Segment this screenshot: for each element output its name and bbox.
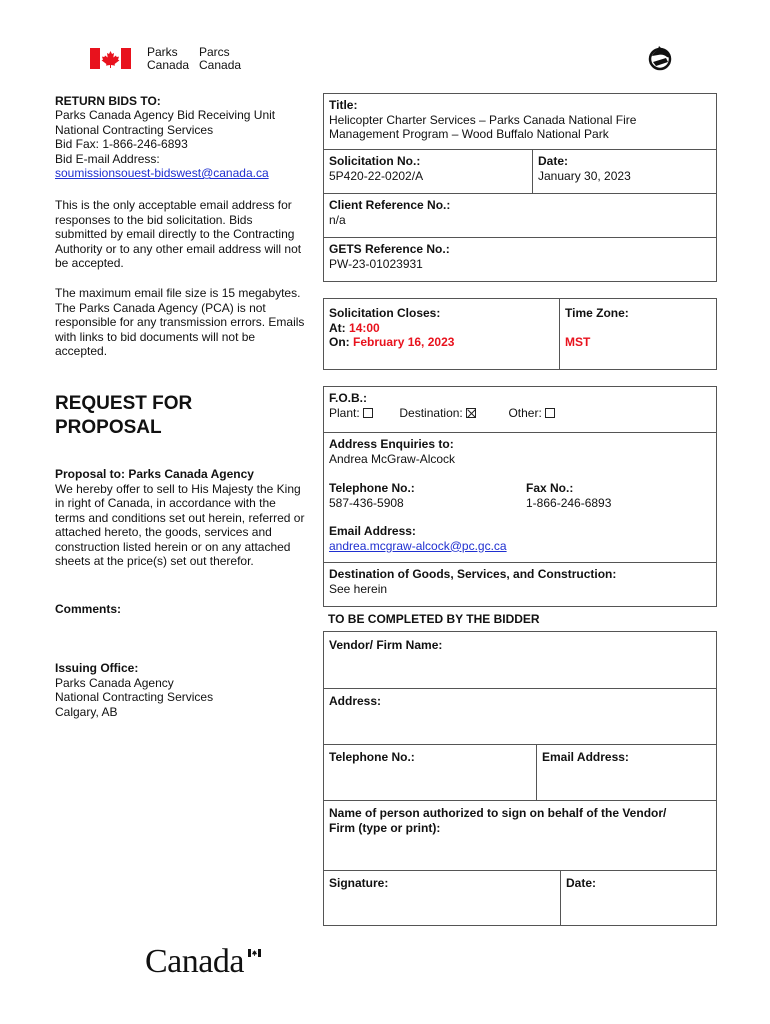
email-notice: This is the only acceptable email address for responses to the bid solicitation. Bids submitted by email directly to the Contracting Authority or to any other email address will not be accepted. [55, 198, 302, 270]
email-field: Email Address: andrea.mcgraw-alcock@pc.gc.ca [329, 524, 507, 553]
closing-datetime-field: Solicitation Closes: At: 14:00 On: February 16, 2023 [329, 306, 455, 349]
gets-reference-field: GETS Reference No.: PW-23-01023931 [329, 242, 450, 271]
time-zone-field: Time Zone: MST [565, 306, 629, 349]
solicitation-closes-box [323, 298, 717, 370]
contact-info-box [323, 386, 717, 607]
bidder-email-field[interactable]: Email Address: [542, 750, 629, 764]
destination-checkbox[interactable] [466, 408, 476, 418]
other-checkbox[interactable] [545, 408, 555, 418]
file-size-notice: The maximum email file size is 15 megabytes. The Parks Canada Agency (PCA) is not responsible for any transmission errors. Emails with links to bid documents will not be accepted. [55, 286, 305, 358]
bidder-section-heading: TO BE COMPLETED BY THE BIDDER [328, 612, 540, 626]
address-enquiries-field: Address Enquiries to: Andrea McGraw-Alcock [329, 437, 456, 466]
comments-label: Comments: [55, 602, 122, 616]
destination-of-goods-field: Destination of Goods, Services, and Construction: See herein [329, 567, 617, 596]
brand-french: Parcs Canada [199, 45, 242, 72]
title-field: Title: Helicopter Charter Services – Parks Canada National Fire Management Program – Wood Buffalo National Park [329, 98, 637, 141]
telephone-field: Telephone No.: 587-436-5908 [329, 481, 415, 510]
bidder-telephone-field[interactable]: Telephone No.: [329, 750, 415, 764]
fax-field: Fax No.: 1-866-246-6893 [526, 481, 612, 510]
client-reference-field: Client Reference No.: n/a [329, 198, 451, 227]
document-title: REQUEST FOR PROPOSAL [55, 393, 193, 438]
bidder-form-box [323, 631, 717, 926]
closing-date: February 16, 2023 [353, 335, 455, 349]
signature-date-field[interactable]: Date: [566, 876, 597, 890]
proposal-block: Proposal to: Parks Canada Agency We hereby offer to sell to His Majesty the King in right of Canada, in accordance with the terms and conditions set out herein, referred or attached hereto, the goods, services and construction listed herein or on any attached sheets at the price(s) set out therefor. [55, 467, 305, 568]
plant-checkbox[interactable] [363, 408, 373, 418]
fob-field: F.O.B.: Plant: Destination: Other: [324, 387, 716, 424]
beaver-emblem-icon [646, 44, 674, 72]
issuing-office-block: Issuing Office: Parks Canada Agency National Contracting Services Calgary, AB [55, 661, 214, 719]
signature-field[interactable]: Signature: [329, 876, 389, 890]
closing-time: 14:00 [349, 320, 380, 335]
canada-flag-logo [90, 48, 131, 69]
address-field[interactable]: Address: [329, 694, 382, 708]
return-bids-heading: RETURN BIDS TO: [55, 94, 161, 108]
date-field: Date: January 30, 2023 [538, 154, 631, 183]
canada-wordmark: Canada [145, 943, 244, 980]
authorized-person-field[interactable]: Name of person authorized to sign on behalf of the Vendor/ Firm (type or print): [329, 806, 667, 835]
brand-english: Parks Canada [147, 45, 190, 72]
solicitation-number-field: Solicitation No.: 5P420-22-0202/A [329, 154, 424, 183]
vendor-name-field[interactable]: Vendor/ Firm Name: [329, 638, 443, 652]
return-bids-block: Parks Canada Agency Bid Receiving Unit National Contracting Services Bid Fax: 1-866-246-6893 Bid E-mail Address: soumissionsouest-bidswest@canada.ca [55, 108, 276, 180]
contact-email-link[interactable]: andrea.mcgraw-alcock@pc.gc.ca [329, 538, 507, 553]
bid-email-link[interactable]: soumissionsouest-bidswest@canada.ca [55, 166, 269, 180]
wordmark-flag-icon [248, 949, 261, 957]
solicitation-info-box [323, 93, 717, 282]
